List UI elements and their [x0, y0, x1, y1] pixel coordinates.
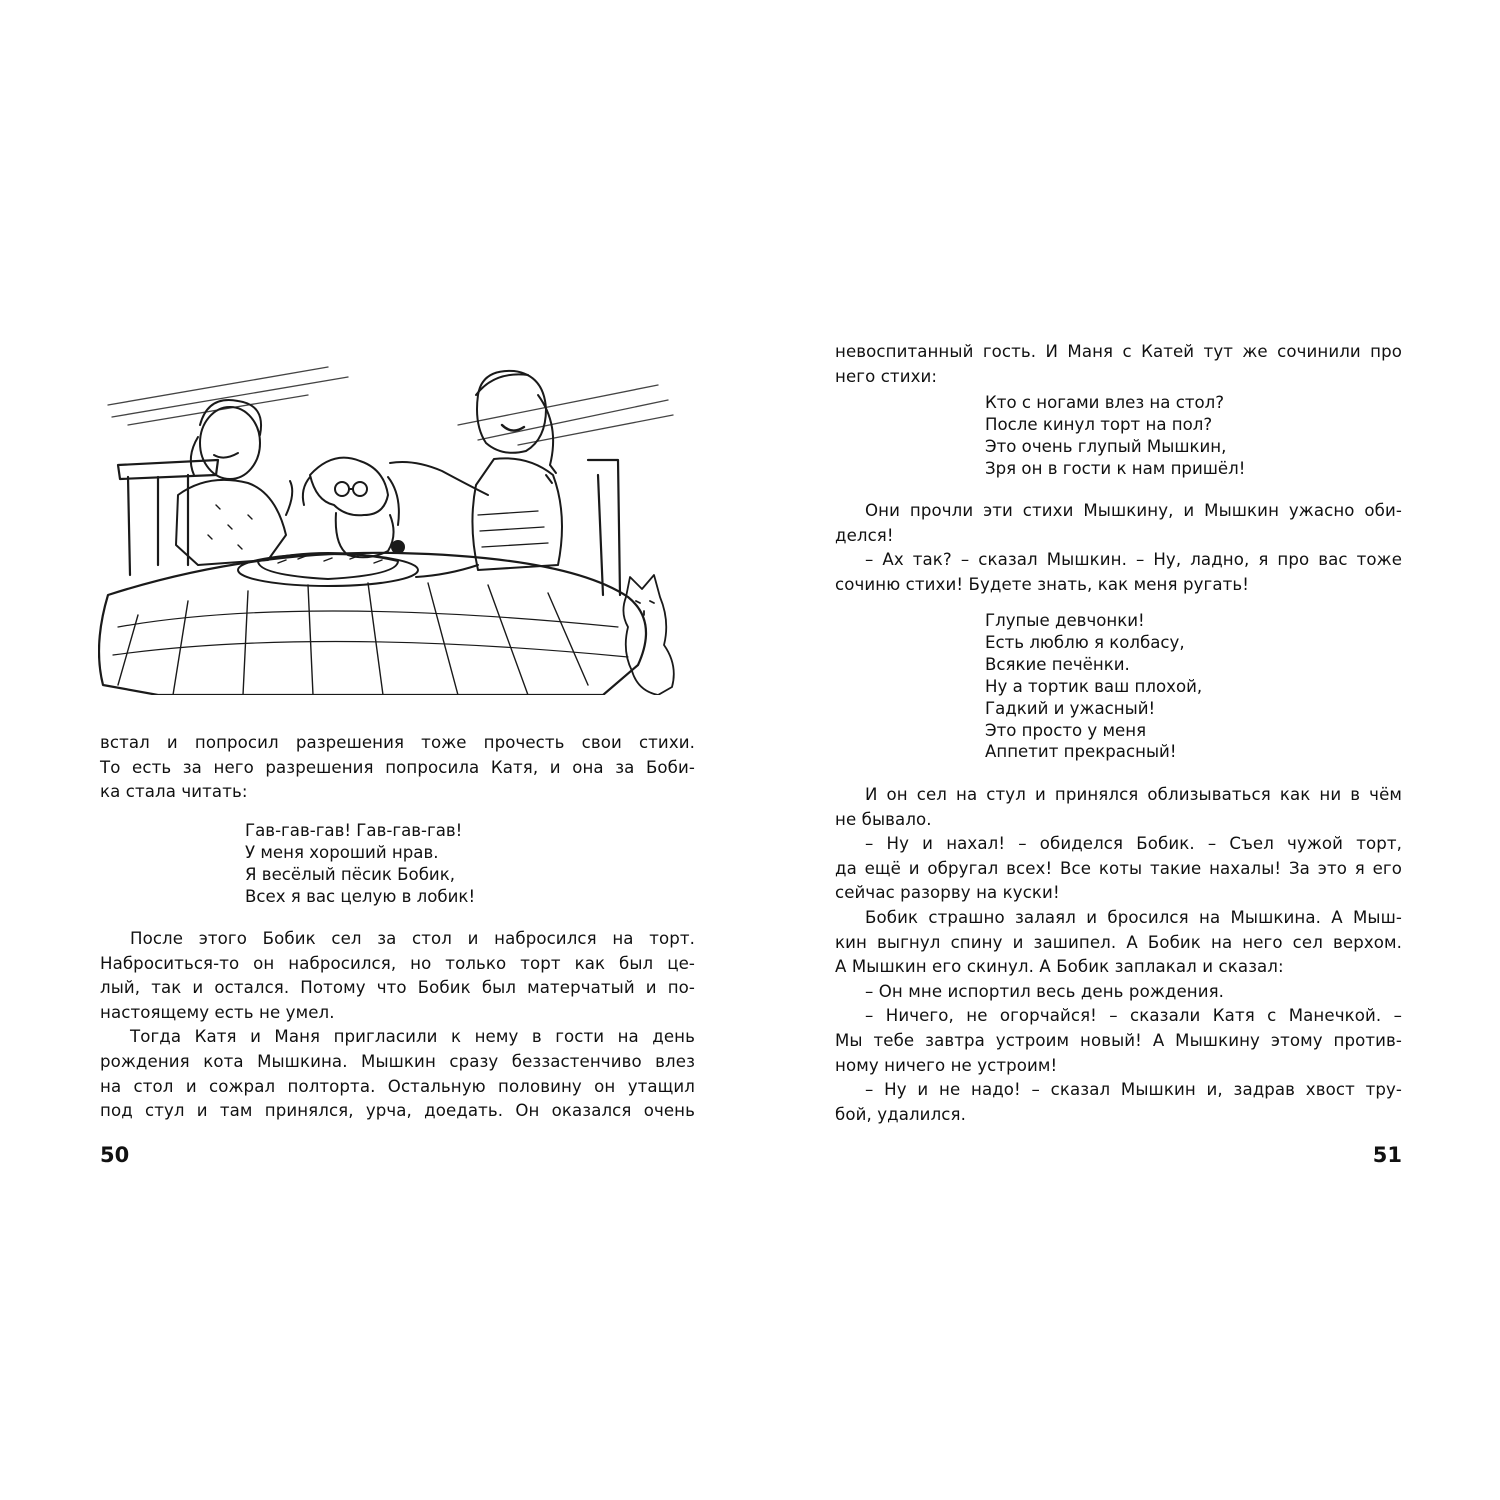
left-text-bottom [100, 927, 695, 1124]
toy-dog-bobik [303, 458, 404, 558]
paragraph-line: Тогда Катя и Маня пригласили к нему в гости на день [130, 1027, 695, 1047]
poem-line: Глупые девчонки! [985, 611, 1145, 630]
page-number-left: 50 [100, 1143, 130, 1167]
poem-line: У меня хороший нрав. [245, 842, 439, 862]
paragraph-line: – Ну и нахал! – обиделся Бобик. – Съел чужой торт, [865, 834, 1402, 854]
illustration-birthday-table [98, 365, 698, 695]
cat-mishkin [623, 575, 673, 695]
poem-line: Всех я вас целую в лобик! [245, 886, 476, 906]
paragraph-line: – Ничего, не огорчайся! – сказали Катя с Манечкой. – [865, 1006, 1402, 1026]
paragraph-line: ному ничего не устроим! [835, 1055, 1058, 1075]
paragraph-line: сочиню стихи! Будете знать, как меня ругать! [835, 574, 1249, 594]
right-text-intro [835, 340, 1402, 389]
paragraph-line: Бобик страшно залаял и бросился на Мышкина. А Мыш- [865, 907, 1402, 927]
paragraph-line: – Он мне испортил весь день рождения. [865, 981, 1225, 1001]
poem-line: Гадкий и ужасный! [985, 698, 1156, 718]
paragraph-line: сейчас разорву на куски! [835, 883, 1060, 903]
poem-line: Это просто у меня [985, 720, 1147, 740]
girl-right [390, 371, 562, 577]
paragraph-line: После этого Бобик сел за стол и набросился на торт. [130, 929, 695, 948]
poem-about-mishkin [985, 392, 1245, 480]
paragraph-line: Они прочли эти стихи Мышкину, и Мышкин ужасно оби- [865, 501, 1402, 520]
right-text-middle [835, 499, 1402, 597]
paragraph-line: настоящему есть не умел. [100, 1002, 335, 1022]
paragraph-line: бой, удалился. [835, 1104, 966, 1124]
poem-line: Я весёлый пёсик Бобик, [245, 864, 456, 884]
paragraph-line: Мы тебе завтра устроим новый! А Мышкину этому против- [835, 1030, 1402, 1050]
paragraph-line: Наброситься-то он набросился, но только торт как был це- [100, 953, 695, 973]
right-text-bottom [835, 783, 1402, 1127]
page-number-right: 51 [1372, 1143, 1402, 1167]
paragraph-line: кин выгнул спину и зашипел. А Бобик на него сел верхом. [835, 932, 1402, 952]
paragraph-line: А Мышкин его скинул. А Бобик заплакал и сказал: [835, 957, 1284, 977]
left-text-top [100, 731, 695, 805]
paragraph-line: – Ну и не надо! – сказал Мышкин и, задрав хвост тру- [865, 1080, 1402, 1100]
poem-line: Всякие печёнки. [985, 654, 1130, 674]
poem-line: После кинул торт на пол? [985, 414, 1213, 434]
poem-bobik [245, 820, 475, 908]
poem-by-mishkin [985, 610, 1202, 763]
paragraph-line: него стихи: [835, 366, 938, 386]
poem-line: Кто с ногами влез на стол? [985, 393, 1225, 412]
paragraph-line: невоспитанный гость. И Маня с Катей тут же сочинили про [835, 342, 1402, 361]
paragraph-line: на стол и сожрал полторта. Остальную половину он утащил [100, 1076, 695, 1096]
paragraph-intro-line: встал и попросил разрешения тоже прочесть свои стихи. [100, 733, 695, 752]
paragraph-line: делся! [835, 525, 894, 545]
paragraph-line: И он сел на стул и принялся облизываться как ни в чём [865, 785, 1402, 804]
background-hatch-lines [108, 367, 673, 445]
paragraph-line: под стул и там принялся, урча, доедать. Он оказался очень [100, 1101, 695, 1121]
poem-line: Гав-гав-гав! Гав-гав-гав! [245, 821, 463, 840]
poem-line: Зря он в гости к нам пришёл! [985, 458, 1246, 478]
poem-line: Есть люблю я колбасу, [985, 632, 1185, 652]
poem-line: Ну а тортик ваш плохой, [985, 676, 1203, 696]
paragraph-line: – Ах так? – сказал Мышкин. – Ну, ладно, я про вас тоже [865, 550, 1402, 570]
paragraph-intro-line: ка стала читать: [100, 782, 248, 802]
girl-left [176, 400, 292, 565]
paragraph-line: да ещё и обругал всех! Все коты такие нахалы! За это я его [835, 858, 1402, 878]
poem-line: Это очень глупый Мышкин, [985, 436, 1227, 456]
paragraph-line: не бывало. [835, 809, 932, 829]
paragraph-line: рождения кота Мышкина. Мышкин сразу беззастенчиво влез [100, 1051, 695, 1071]
paragraph-line: лый, так и остался. Потому что Бобик был матерчатый и по- [100, 978, 695, 998]
poem-line: Аппетит прекрасный! [985, 742, 1177, 762]
paragraph-intro-line: То есть за него разрешения попросила Катя, и она за Боби- [100, 757, 695, 777]
cake-on-plate [238, 553, 418, 586]
